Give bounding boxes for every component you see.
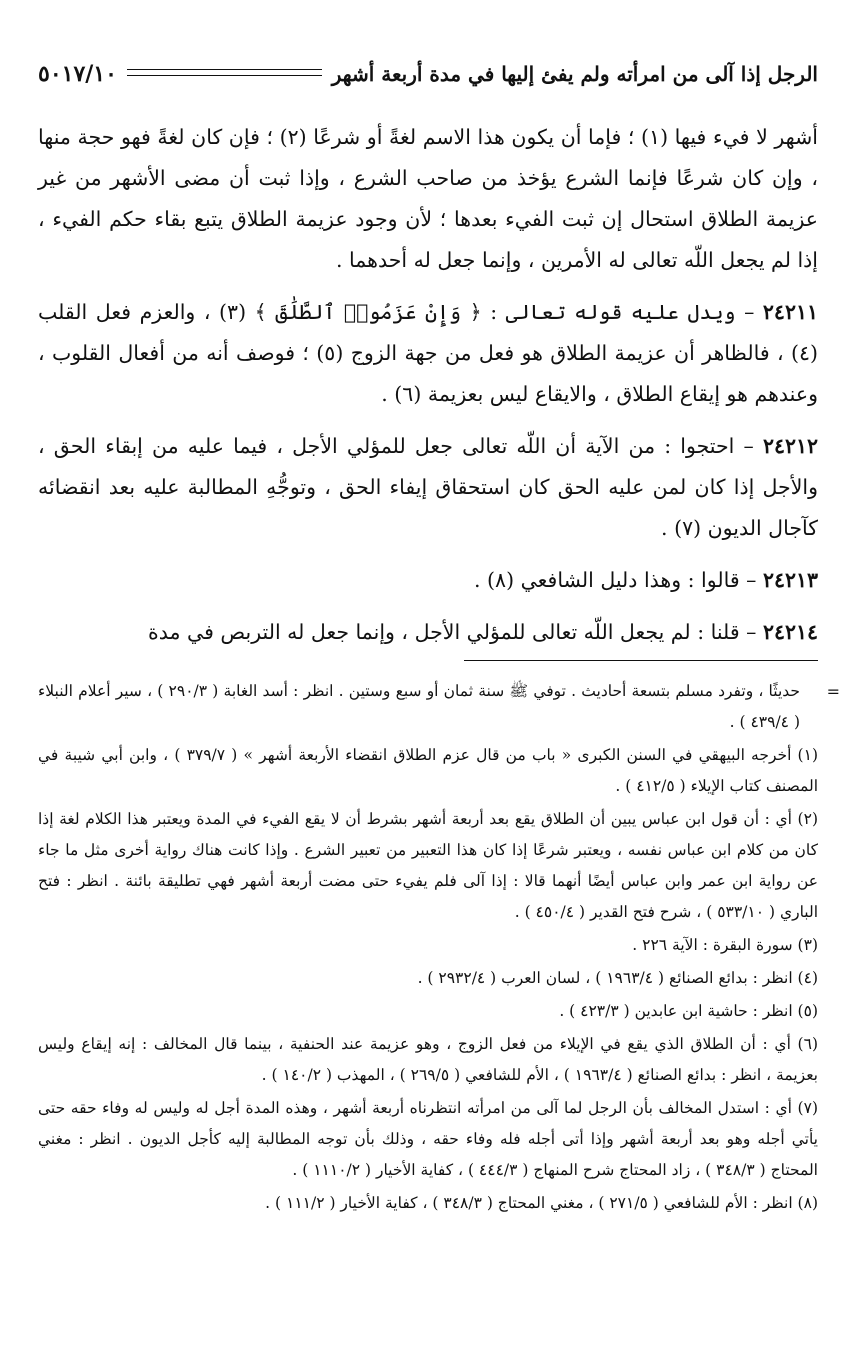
paragraph-continued: أشهر لا فيء فيها (١) ؛ فإما أن يكون هذا الاسم لغةً أو شرعًا (٢) ؛ فإن كان لغةً فهو حجة منها ، وإن كان شرعًا فإنما الشرع يؤخذ من صاحب الشرع ، وإذا ثبت أن مضى الأشهر من غير عزيمة الطلاق استحال إن ثبت الفيء بعدها ؛ لأن وجود عزيمة الطلاق يتبع بقاء حكم الفيء ، إذا لم يجعل اللّه تعالى له الأمرين ، وإنما جعل له أحدهما . <box>38 125 819 272</box>
paragraph-text: – قلنا : لم يجعل اللّه تعالى للمؤلي الأجل ، وإنما جعل له التربص في مدة <box>147 620 757 644</box>
paragraph-text: – ويدل عليه قوله تعالى : ﴿ وَإِنْ عَزَمُوا۟ ٱلطَّلَٰقَ ﴾ (٣) ، والعزم فعل القلب (٤) ، فالظاهر أن عزيمة الطلاق هو فعل من جهة الزوج (٥) ؛ فوصف أنه من أفعال القلوب ، وعندهم هو إيقاع الطلاق ، والايقاع ليس بعزيمة (٦) . <box>38 300 819 406</box>
footnote-2: (٢) أي : أن قول ابن عباس يبين أن الطلاق يقع بعد أربعة أشهر بشرط أن لا يقع الفيء في المدة ويعتبر هذا الكلام لغة إذا كان من كلام ابن عباس نفسه ، ويعتبر شرعًا إذا كان هذا التعبير من تعبير الشرع . وإذا كانت هناك رواية أخرى مثل ما جاء عن رواية ابن عمر وابن عباس أيضًا أنهما قالا : إذا آلى فلم يفيء حتى مضت أربعة أشهر فهي تطليقة بائنة . انظر : فتح الباري ( ٥٣٣/١٠ ) ، شرح فتح القدير ( ٤٥٠/٤ ) . <box>38 810 818 921</box>
paragraph-24213 <box>38 560 818 601</box>
paragraph-number: ٢٤٢١٤ <box>762 620 818 644</box>
footnote-separator <box>464 660 818 661</box>
footnotes <box>38 676 840 1221</box>
footnote-5: (٥) انظر : حاشية ابن عابدين ( ٤٢٣/٣ ) . <box>559 1002 818 1020</box>
footnote-4: (٤) انظر : بدائع الصنائع ( ١٩٦٣/٤ ) ، لسان العرب ( ٢٩٣٢/٤ ) . <box>417 969 818 987</box>
running-title: الرجل إذا آلى من امرأته ولم يفئ إليها في مدة أربعة أشهر <box>331 62 818 86</box>
paragraph-text: – احتجوا : من الآية أن اللّه تعالى جعل للمؤلي الأجل ، فيما عليه من إبقاء الحق ، والأجل إذا كان لمن عليه الحق كان استحقاق إيفاء الحق ، وتوجُّهِ المطالبة عليه بعد انقضائه كآجال الديون (٧) . <box>38 434 818 540</box>
header-rule <box>127 69 322 76</box>
footnote-1: (١) أخرجه البيهقي في السنن الكبرى « باب من قال عزم الطلاق انقضاء الأربعة أشهر » ( ٣٧٩/٧ ) ، وابن أبي شيبة في المصنف كتاب الإيلاء ( ٤١٢/٥ ) . <box>38 746 818 795</box>
page-number: ٥٠١٧/١٠ <box>38 61 117 87</box>
paragraph-number: ٢٤٢١١ <box>762 300 818 324</box>
main-text <box>38 117 818 664</box>
paragraph-24211 <box>38 292 818 415</box>
footnote-7: (٧) أي : استدل المخالف بأن الرجل لما آلى من امرأته انتظرناه أربعة أشهر ، وهذه المدة أجل له وليس له وفاء حقه حتى يأتي أجله وهو بعد أربعة أشهر وإذا أتى أجله فله وفاء حقه ، وذلك بأن توجه المطالبة إليه كأجل الديون . انظر : مغني المحتاج ( ٣٤٨/٣ ) ، زاد المحتاج شرح المنهاج ( ٤٤٤/٣ ) ، كفاية الأخيار ( ١١١٠/٢ ) . <box>38 1099 818 1179</box>
paragraph-number: ٢٤٢١٣ <box>762 568 818 592</box>
paragraph-number: ٢٤٢١٢ <box>762 434 818 458</box>
paragraph-24214 <box>38 612 818 653</box>
footnote-continuation <box>38 676 840 738</box>
footnote-6: (٦) أي : أن الطلاق الذي يقع في الإيلاء من فعل الزوج ، وهو عزيمة عند الحنفية ، بينما قال المخالف : إنه إيقاع وليس بعزيمة ، انظر : بدائع الصنائع ( ١٩٦٣/٤ ) ، الأم للشافعي ( ٢٦٩/٥ ) ، المهذب ( ١٤٠/٢ ) . <box>38 1035 818 1084</box>
continuation-mark: = <box>826 682 840 701</box>
footnote-text: حديثًا ، وتفرد مسلم بتسعة أحاديث . توفي ﷺ سنة ثمان أو سبع وستين . انظر : أسد الغابة ( ٢٩٠/٣ ) ، سير أعلام النبلاء ( ٤٣٩/٤ ) . <box>38 682 800 731</box>
paragraph-text: – قالوا : وهذا دليل الشافعي (٨) . <box>474 568 757 592</box>
footnote-8: (٨) انظر : الأم للشافعي ( ٢٧١/٥ ) ، مغني المحتاج ( ٣٤٨/٣ ) ، كفاية الأخيار ( ١١١/٢ ) . <box>265 1194 818 1212</box>
running-header <box>38 54 818 94</box>
footnote-3: (٣) سورة البقرة : الآية ٢٢٦ . <box>632 936 818 954</box>
paragraph-24212 <box>38 426 818 549</box>
